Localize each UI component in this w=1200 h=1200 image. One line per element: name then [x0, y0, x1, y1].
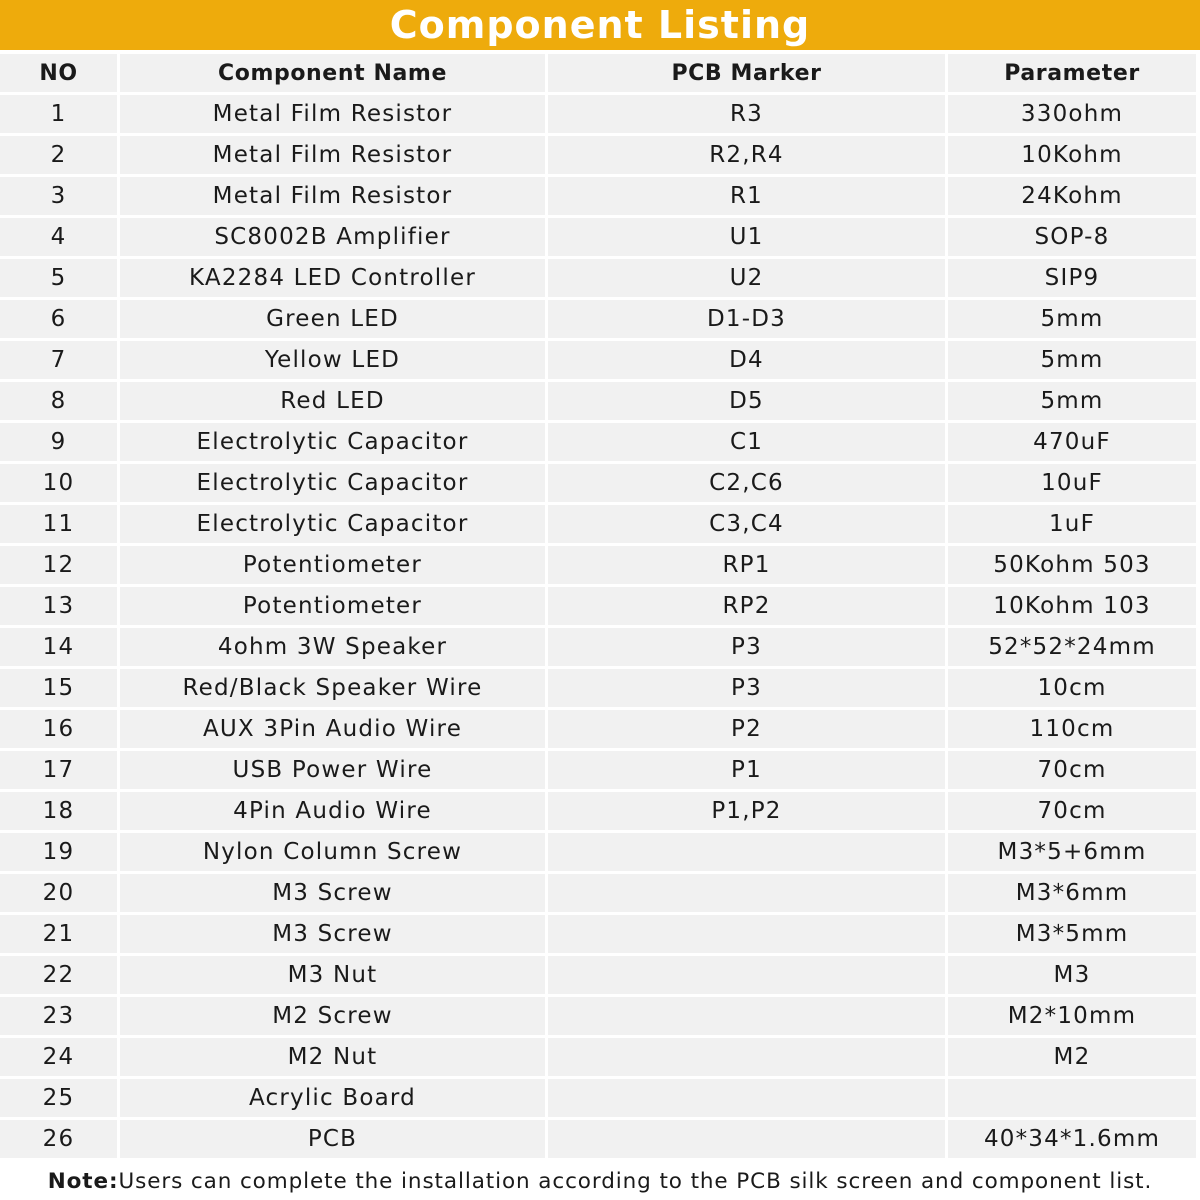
cell-pcb-marker [548, 956, 945, 994]
cell-parameter: 330ohm [948, 95, 1196, 133]
cell-component-name: PCB [120, 1120, 545, 1158]
cell-component-name: KA2284 LED Controller [120, 259, 545, 297]
cell-parameter: 1uF [948, 505, 1196, 543]
cell-pcb-marker: P3 [548, 669, 945, 707]
cell-component-name: AUX 3Pin Audio Wire [120, 710, 545, 748]
cell-pcb-marker: R3 [548, 95, 945, 133]
cell-pcb-marker: C3,C4 [548, 505, 945, 543]
cell-no: 6 [0, 300, 117, 338]
cell-no: 20 [0, 874, 117, 912]
cell-pcb-marker: C2,C6 [548, 464, 945, 502]
cell-parameter: M3*6mm [948, 874, 1196, 912]
cell-component-name: Green LED [120, 300, 545, 338]
cell-pcb-marker [548, 1079, 945, 1117]
cell-parameter: 10Kohm 103 [948, 587, 1196, 625]
note-text: Users can complete the installation according to the PCB silk screen and component list. [118, 1169, 1153, 1194]
cell-pcb-marker: D4 [548, 341, 945, 379]
table-row [0, 710, 1196, 748]
cell-component-name: Yellow LED [120, 341, 545, 379]
cell-parameter: 10uF [948, 464, 1196, 502]
cell-pcb-marker: P1,P2 [548, 792, 945, 830]
cell-no: 24 [0, 1038, 117, 1076]
cell-component-name: Electrolytic Capacitor [120, 464, 545, 502]
table-row [0, 259, 1196, 297]
cell-pcb-marker [548, 833, 945, 871]
table-row [0, 915, 1196, 953]
cell-pcb-marker [548, 1120, 945, 1158]
table-row [0, 546, 1196, 584]
cell-no: 1 [0, 95, 117, 133]
cell-parameter: M2 [948, 1038, 1196, 1076]
page-title: Component Listing [0, 0, 1200, 50]
cell-no: 9 [0, 423, 117, 461]
cell-component-name: Potentiometer [120, 587, 545, 625]
cell-component-name: Red/Black Speaker Wire [120, 669, 545, 707]
table-row [0, 177, 1196, 215]
cell-parameter: M3 [948, 956, 1196, 994]
cell-pcb-marker: P3 [548, 628, 945, 666]
cell-component-name: Potentiometer [120, 546, 545, 584]
cell-pcb-marker: U1 [548, 218, 945, 256]
cell-no: 18 [0, 792, 117, 830]
table-row [0, 792, 1196, 830]
table-row [0, 669, 1196, 707]
table-row [0, 505, 1196, 543]
cell-no: 25 [0, 1079, 117, 1117]
cell-no: 7 [0, 341, 117, 379]
table-row [0, 136, 1196, 174]
table-row [0, 997, 1196, 1035]
table-row [0, 300, 1196, 338]
table-row [0, 833, 1196, 871]
cell-component-name: 4ohm 3W Speaker [120, 628, 545, 666]
cell-parameter: 10Kohm [948, 136, 1196, 174]
cell-no: 5 [0, 259, 117, 297]
cell-component-name: Electrolytic Capacitor [120, 423, 545, 461]
cell-parameter: 5mm [948, 300, 1196, 338]
cell-component-name: Red LED [120, 382, 545, 420]
cell-pcb-marker: RP2 [548, 587, 945, 625]
cell-component-name: Acrylic Board [120, 1079, 545, 1117]
table-row [0, 341, 1196, 379]
cell-parameter: 5mm [948, 382, 1196, 420]
cell-parameter: 10cm [948, 669, 1196, 707]
cell-no: 12 [0, 546, 117, 584]
column-header-no: NO [0, 54, 117, 92]
table-row [0, 218, 1196, 256]
cell-no: 22 [0, 956, 117, 994]
table-row [0, 95, 1196, 133]
cell-pcb-marker [548, 1038, 945, 1076]
table-row [0, 587, 1196, 625]
cell-no: 19 [0, 833, 117, 871]
cell-pcb-marker: C1 [548, 423, 945, 461]
cell-parameter: 52*52*24mm [948, 628, 1196, 666]
cell-pcb-marker [548, 915, 945, 953]
cell-parameter: 40*34*1.6mm [948, 1120, 1196, 1158]
cell-pcb-marker: D5 [548, 382, 945, 420]
table-row [0, 1038, 1196, 1076]
cell-no: 8 [0, 382, 117, 420]
table-row [0, 382, 1196, 420]
cell-pcb-marker: R2,R4 [548, 136, 945, 174]
cell-component-name: Nylon Column Screw [120, 833, 545, 871]
cell-no: 23 [0, 997, 117, 1035]
installation-note [0, 1163, 1200, 1200]
cell-no: 15 [0, 669, 117, 707]
note-label: Note: [47, 1169, 119, 1194]
cell-parameter: SOP-8 [948, 218, 1196, 256]
cell-component-name: M3 Screw [120, 915, 545, 953]
cell-pcb-marker: D1-D3 [548, 300, 945, 338]
cell-no: 3 [0, 177, 117, 215]
cell-component-name: Metal Film Resistor [120, 95, 545, 133]
cell-parameter: 70cm [948, 792, 1196, 830]
cell-no: 11 [0, 505, 117, 543]
column-header-parameter: Parameter [948, 54, 1196, 92]
cell-no: 2 [0, 136, 117, 174]
cell-pcb-marker: P1 [548, 751, 945, 789]
cell-no: 26 [0, 1120, 117, 1158]
cell-pcb-marker [548, 997, 945, 1035]
cell-pcb-marker: R1 [548, 177, 945, 215]
cell-parameter: SIP9 [948, 259, 1196, 297]
cell-parameter: 24Kohm [948, 177, 1196, 215]
cell-component-name: Electrolytic Capacitor [120, 505, 545, 543]
cell-pcb-marker: U2 [548, 259, 945, 297]
cell-parameter: 110cm [948, 710, 1196, 748]
cell-component-name: Metal Film Resistor [120, 177, 545, 215]
cell-no: 4 [0, 218, 117, 256]
cell-no: 13 [0, 587, 117, 625]
table-row [0, 751, 1196, 789]
column-header-pcb-marker: PCB Marker [548, 54, 945, 92]
table-row [0, 1120, 1196, 1158]
table-row [0, 423, 1196, 461]
cell-component-name: M2 Screw [120, 997, 545, 1035]
cell-parameter: M2*10mm [948, 997, 1196, 1035]
cell-component-name: 4Pin Audio Wire [120, 792, 545, 830]
component-table [0, 51, 1199, 1161]
table-row [0, 464, 1196, 502]
table-body [0, 95, 1196, 1158]
cell-no: 17 [0, 751, 117, 789]
cell-parameter [948, 1079, 1196, 1117]
cell-parameter: 470uF [948, 423, 1196, 461]
cell-component-name: SC8002B Amplifier [120, 218, 545, 256]
cell-parameter: 70cm [948, 751, 1196, 789]
cell-no: 16 [0, 710, 117, 748]
cell-parameter: M3*5+6mm [948, 833, 1196, 871]
cell-pcb-marker: P2 [548, 710, 945, 748]
table-header-row [0, 54, 1196, 92]
column-header-component-name: Component Name [120, 54, 545, 92]
cell-no: 10 [0, 464, 117, 502]
cell-pcb-marker [548, 874, 945, 912]
table-row [0, 874, 1196, 912]
table-row [0, 1079, 1196, 1117]
cell-component-name: Metal Film Resistor [120, 136, 545, 174]
table-row [0, 628, 1196, 666]
table-row [0, 956, 1196, 994]
cell-component-name: M3 Screw [120, 874, 545, 912]
cell-component-name: USB Power Wire [120, 751, 545, 789]
cell-parameter: M3*5mm [948, 915, 1196, 953]
cell-component-name: M2 Nut [120, 1038, 545, 1076]
cell-no: 14 [0, 628, 117, 666]
cell-parameter: 50Kohm 503 [948, 546, 1196, 584]
cell-component-name: M3 Nut [120, 956, 545, 994]
cell-parameter: 5mm [948, 341, 1196, 379]
cell-pcb-marker: RP1 [548, 546, 945, 584]
cell-no: 21 [0, 915, 117, 953]
